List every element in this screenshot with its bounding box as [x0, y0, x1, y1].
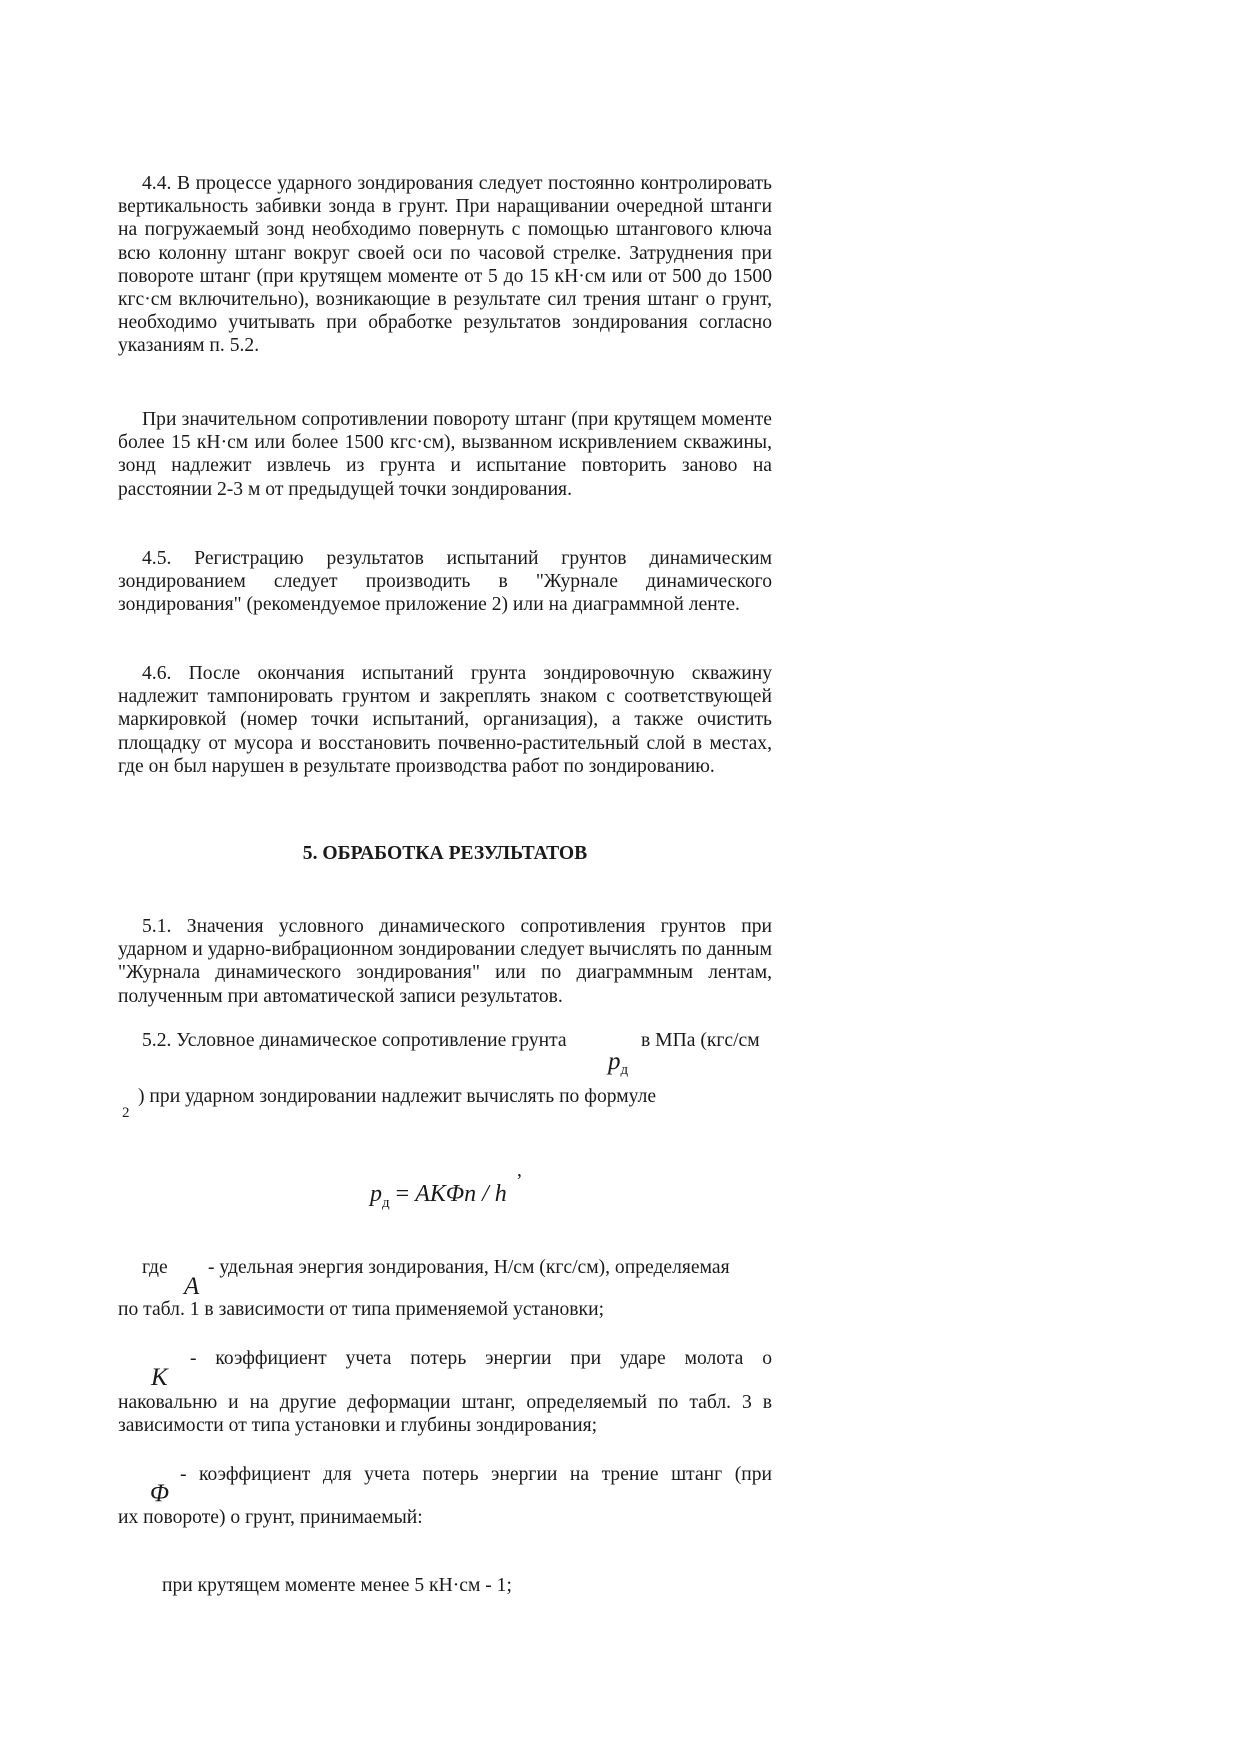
definition-k [190, 1347, 772, 1370]
paragraph-5-2-units: в МПа (кгс/см [641, 1030, 760, 1051]
symbol-p-d: $p_д$ [608, 1048, 629, 1078]
definition-phi-continued: их повороте) о грунт, принимаемый: [118, 1507, 423, 1528]
symbol-a: A [184, 1273, 200, 1300]
paragraph-4-4-continued [118, 408, 772, 501]
paragraph-5-2-start: 5.2. Условное динамическое сопротивление грунта [142, 1030, 567, 1051]
formula: $p_д = AK\Phi n / h$ [370, 1181, 507, 1211]
definition-k-continued [118, 1391, 772, 1437]
paragraph-4-6 [118, 662, 772, 778]
where-label: где [142, 1257, 168, 1278]
definition-a: - удельная энергия зондирования, Н/см (кгс/см), определяемая [208, 1257, 730, 1278]
section-heading: 5. ОБРАБОТКА РЕЗУЛЬТАТОВ [302, 843, 588, 864]
symbol-phi: Φ [150, 1480, 170, 1507]
paragraph-5-1-text: 5.1. Значения условного динамического сопротивления грунтов при ударном и ударно-вибрационном зондировании следует вычислять по данным "Журнала динамического зондирования" или по диаграммным лентам, полученным при автоматической записи результатов. [118, 916, 772, 1007]
paragraph-5-2-end: ) при ударном зондировании надлежит вычислять по формуле [138, 1086, 657, 1107]
definition-a-continued: по табл. 1 в зависимости от типа применяемой установки; [118, 1299, 605, 1320]
symbol-k: K [151, 1364, 168, 1391]
definition-phi [180, 1463, 772, 1486]
paragraph-4-5 [118, 547, 772, 617]
paragraph-4-4 [118, 172, 772, 358]
formula-comma: , [517, 1160, 522, 1181]
paragraph-4-5-text: 4.5. Регистрацию результатов испытаний грунтов динамическим зондированием следует производить в "Журнале динамического зондирования" (рекомендуемое приложение 2) или на диаграммной ленте. [118, 548, 772, 616]
definition-phi-text: - коэффициент для учета потерь энергии на трение штанг (при [180, 1464, 772, 1485]
definition-k-text: - коэффициент учета потерь энергии при ударе молота о [190, 1348, 772, 1369]
paragraph-5-1 [118, 915, 772, 1008]
superscript-2: 2 [122, 1105, 130, 1121]
paragraph-4-4b-text: При значительном сопротивлении повороту штанг (при крутящем моменте более 15 кН·см или более 1500 кгс·см), вызванном искривлением скважины, зонд надлежит извлечь из грунта и испытание повторить заново на расстоянии 2-3 м от предыдущей точки зондирования. [118, 409, 772, 500]
definition-k-text2: наковальню и на другие деформации штанг, определяемый по табл. 3 в зависимости от типа установки и глубины зондирования; [118, 1392, 772, 1437]
torque-condition: при крутящем моменте менее 5 кН·см - 1; [162, 1575, 512, 1596]
paragraph-4-6-text: 4.6. После окончания испытаний грунта зондировочную скважину надлежит тампонировать грунтом и закреплять знаком с соответствующей маркировкой (номер точки испытаний, организация), а также очистить площадку от мусора и восстановить почвенно-растительный слой в местах, где он был нарушен в результате производства работ по зондированию. [118, 663, 772, 777]
paragraph-4-4-text: 4.4. В процессе ударного зондирования следует постоянно контролировать вертикальность забивки зонда в грунт. При наращивании очередной штанги на погружаемый зонд необходимо повернуть с помощью штангового ключа всю колонну штанг вокруг своей оси по часовой стрелке. Затруднения при повороте штанг (при крутящем моменте от 5 до 15 кН·см или от 500 до 1500 кгс·см включительно), возникающие в результате сил трения штанг о грунт, необходимо учитывать при обработке результатов зондирования согласно указаниям п. 5.2. [118, 173, 772, 357]
